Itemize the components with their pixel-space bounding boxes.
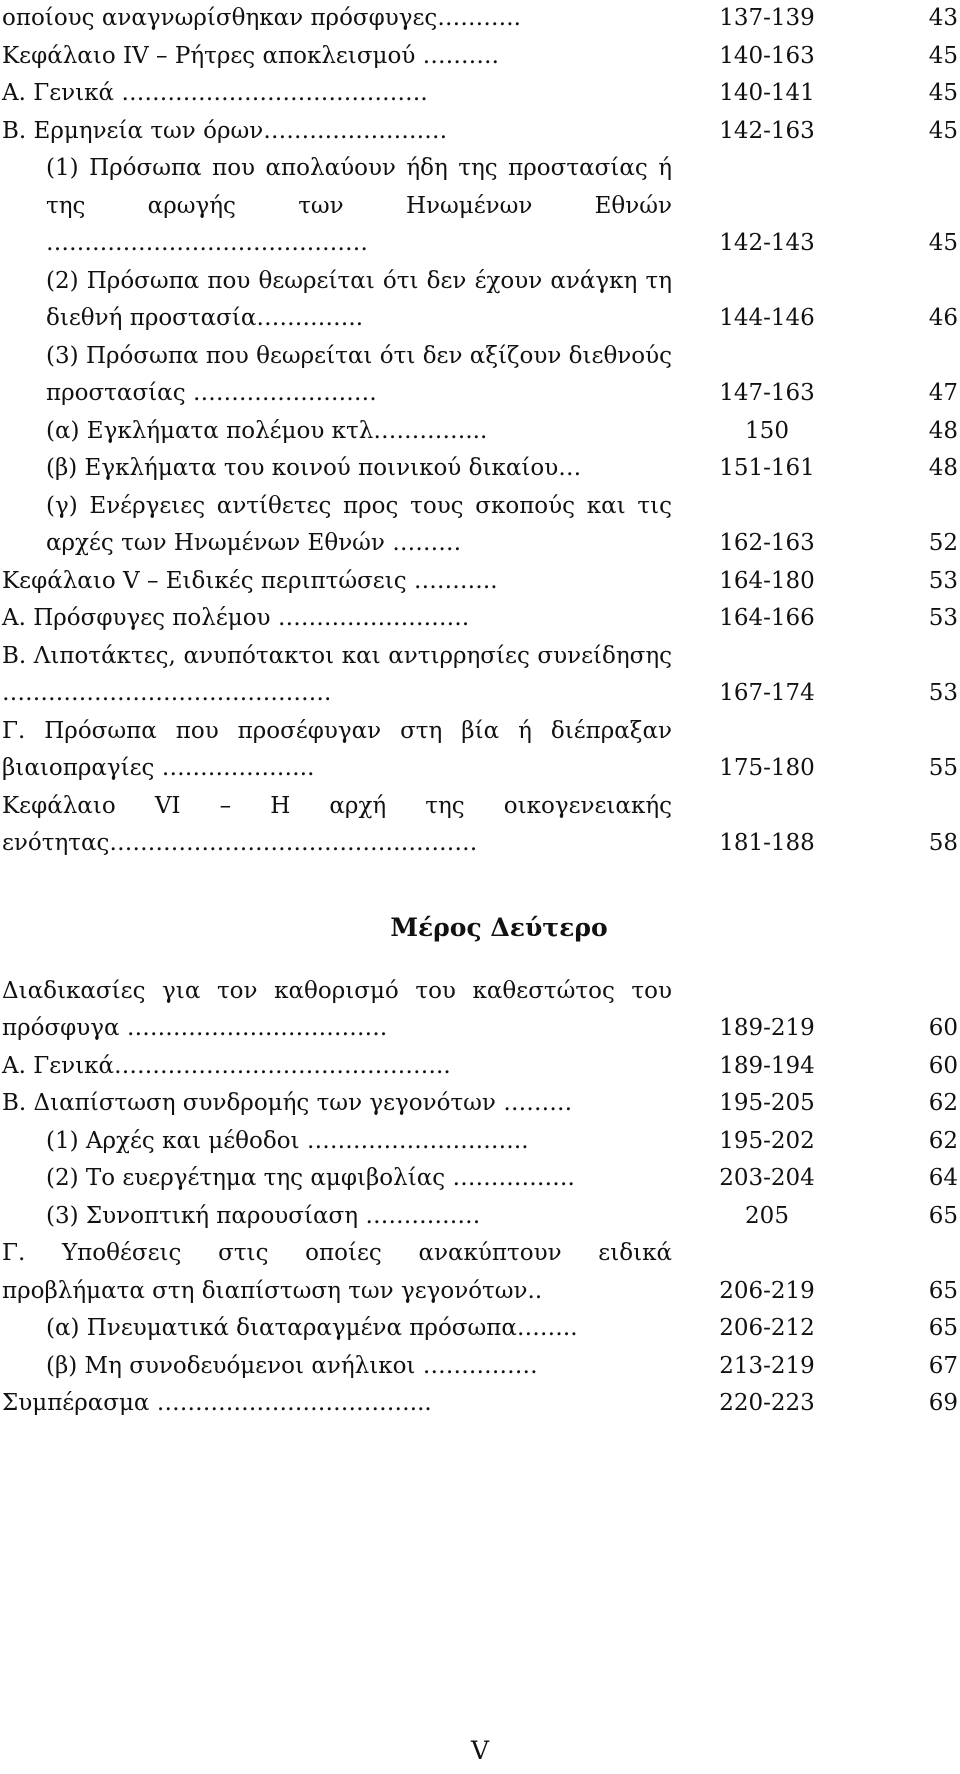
- toc-entry-title: Συμπέρασμα ……………………………...: [2, 1390, 432, 1416]
- toc-entry: [2, 1160, 960, 1198]
- toc-entry-page-number: 58: [928, 830, 958, 856]
- toc-entry-title: (α) Εγκλήματα πολέμου κτλ…………...: [46, 417, 488, 444]
- toc-entry-title: Γ. Υποθέσεις στις οποίες ανακύπτουν ειδικά προβλήματα στη διαπίστωση των γεγονότων..: [2, 1240, 672, 1304]
- toc-entry-pages: 206-219: [719, 1277, 815, 1304]
- toc-entry-title: Κεφάλαιο VI – Η αρχή της οικογενειακής ενότητας…………………………………………: [2, 792, 672, 856]
- toc-entry-pages: 203-204: [719, 1165, 815, 1191]
- toc-entry-page-number: 65: [928, 1202, 958, 1229]
- toc-entry-pages: 147-163: [719, 380, 815, 406]
- toc-entry-page-number: 45: [928, 230, 958, 256]
- toc-entry-title: Κεφάλαιο V – Ειδικές περιπτώσεις ………..: [2, 567, 498, 594]
- toc-entry: [2, 1085, 960, 1123]
- toc-entry-page-number: 48: [928, 417, 958, 444]
- toc-entry: [2, 0, 960, 38]
- toc-entry-pages: 142-163: [719, 117, 815, 144]
- toc-entry-page-number: 43: [928, 5, 958, 31]
- toc-entry-page-number: 60: [928, 1052, 958, 1079]
- toc-entry-title: οποίους αναγνωρίσθηκαν πρόσφυγες………..: [2, 5, 521, 31]
- toc-entry-page-number: 62: [928, 1090, 958, 1116]
- toc-entry-pages: 205: [745, 1202, 789, 1229]
- toc-entry: [2, 1235, 960, 1310]
- toc-entry: [2, 1348, 960, 1386]
- toc-entry-page-number: 65: [928, 1315, 958, 1341]
- toc-entry: [2, 263, 960, 338]
- toc-entry-title: (γ) Ενέργειες αντίθετες προς τους σκοπούς και τις αρχές των Ηνωμένων Εθνών ………: [46, 492, 672, 556]
- toc-entry-pages: 181-188: [719, 830, 815, 856]
- toc-entry-title: (2) Το ευεργέτημα της αμφιβολίας …………….: [46, 1165, 575, 1191]
- toc-entry-page-number: 53: [928, 567, 958, 594]
- toc-entry-pages: 189-194: [719, 1052, 815, 1079]
- toc-part-two: [2, 973, 960, 1423]
- toc-entry-title: (β) Μη συνοδευόμενοι ανήλικοι ……………: [46, 1352, 538, 1379]
- toc-entry: [2, 450, 960, 488]
- toc-entry-pages: 167-174: [719, 680, 815, 706]
- toc-entry-pages: 140-141: [719, 80, 815, 106]
- toc-entry-page-number: 45: [928, 42, 958, 69]
- toc-entry-pages: 150: [745, 417, 789, 444]
- toc-entry: [2, 638, 960, 713]
- part-heading: Μέρος Δεύτερο: [390, 912, 608, 942]
- toc-entry-pages: 137-139: [719, 5, 815, 31]
- toc-entry-page-number: 65: [928, 1277, 958, 1304]
- toc-entry-pages: 164-166: [719, 605, 815, 631]
- toc-entry-title: Διαδικασίες για τον καθορισμό του καθεστώτος του πρόσφυγα …………………………….: [2, 977, 672, 1041]
- toc-entry-page-number: 64: [928, 1165, 958, 1191]
- toc-entry: [2, 75, 960, 113]
- toc-entry-pages: 142-143: [719, 230, 815, 256]
- page-number: V: [470, 1736, 490, 1765]
- toc-entry: [2, 713, 960, 788]
- toc-entry-pages: 162-163: [719, 530, 815, 556]
- toc-entry-page-number: 47: [928, 380, 958, 406]
- toc-entry: [2, 150, 960, 263]
- toc-entry-page-number: 52: [928, 530, 958, 556]
- toc-entry-title: B. Λιποτάκτες, ανυπότακτοι και αντιρρησίες συνείδησης …………………………………….: [2, 642, 672, 706]
- toc-entry-title: A. Πρόσφυγες πολέμου …………………….: [2, 605, 470, 631]
- toc-part-one: [2, 0, 960, 863]
- toc-entry-page-number: 69: [928, 1390, 958, 1416]
- toc-entry: [2, 1123, 960, 1161]
- toc-entry: [2, 413, 960, 451]
- toc-entry-title: B. Ερμηνεία των όρων……………………: [2, 117, 448, 144]
- toc-entry-title: (3) Πρόσωπα που θεωρείται ότι δεν αξίζουν διεθνούς προστασίας ……………………: [46, 342, 672, 406]
- toc-entry-page-number: 62: [928, 1127, 958, 1154]
- toc-entry-page-number: 46: [928, 305, 958, 331]
- toc-entry-pages: 195-202: [719, 1127, 815, 1154]
- toc-entry-title: (β) Εγκλήματα του κοινού ποινικού δικαίου…: [46, 455, 582, 481]
- toc-entry-pages: 213-219: [719, 1352, 815, 1379]
- toc-entry-page-number: 48: [928, 455, 958, 481]
- toc-entry: [2, 1310, 960, 1348]
- toc-entry-title: (2) Πρόσωπα που θεωρείται ότι δεν έχουν ανάγκη τη διεθνή προστασία…………..: [46, 267, 672, 331]
- toc-entry-title: Κεφάλαιο IV – Ρήτρες αποκλεισμού ……….: [2, 42, 499, 69]
- toc-entry-page-number: 53: [928, 680, 958, 706]
- toc-entry-pages: 195-205: [719, 1090, 815, 1116]
- toc-entry-title: (1) Πρόσωπα που απολαύουν ήδη της προστασίας ή της αρωγής των Ηνωμένων Εθνών ……………………………………: [46, 155, 672, 256]
- toc-entry-title: (3) Συνοπτική παρουσίαση ……………: [46, 1202, 481, 1229]
- toc-entry: [2, 113, 960, 151]
- toc-entry: [2, 38, 960, 76]
- toc-entry: [2, 1048, 960, 1086]
- toc-entry-title: A. Γενικά ………………………………….: [2, 80, 428, 106]
- toc-entry-page-number: 45: [928, 80, 958, 106]
- toc-entry: [2, 1385, 960, 1423]
- toc-entry: [2, 788, 960, 863]
- toc-entry-pages: 151-161: [719, 455, 815, 481]
- toc-entry-pages: 144-146: [719, 305, 815, 331]
- toc-entry-title: (1) Αρχές και μέθοδοι ………………………..: [46, 1127, 529, 1154]
- toc-entry: [2, 338, 960, 413]
- toc-entry-pages: 140-163: [719, 42, 815, 69]
- toc-entry-page-number: 53: [928, 605, 958, 631]
- toc-entry-page-number: 55: [928, 755, 958, 781]
- toc-entry: [2, 563, 960, 601]
- toc-entry-title: A. Γενικά……………………………………..: [2, 1052, 451, 1079]
- toc-entry-pages: 220-223: [719, 1390, 815, 1416]
- toc-entry-pages: 206-212: [719, 1315, 815, 1341]
- toc-entry: [2, 1198, 960, 1236]
- toc-entry: [2, 973, 960, 1048]
- toc-entry-page-number: 60: [928, 1015, 958, 1041]
- toc-entry: [2, 488, 960, 563]
- toc-entry-pages: 164-180: [719, 567, 815, 594]
- toc-entry-page-number: 67: [928, 1352, 958, 1379]
- toc-entry: [2, 600, 960, 638]
- toc-entry-pages: 175-180: [719, 755, 815, 781]
- toc-entry-title: B. Διαπίστωση συνδρομής των γεγονότων ………: [2, 1090, 573, 1116]
- toc-entry-page-number: 45: [928, 117, 958, 144]
- toc-entry-title: Γ. Πρόσωπα που προσέφυγαν στη βία ή διέπραξαν βιαιοπραγίες ………………..: [2, 717, 672, 781]
- table-of-contents: [2, 0, 960, 1423]
- toc-entry-title: (α) Πνευματικά διαταραγμένα πρόσωπα……..: [46, 1315, 578, 1341]
- toc-entry-pages: 189-219: [719, 1015, 815, 1041]
